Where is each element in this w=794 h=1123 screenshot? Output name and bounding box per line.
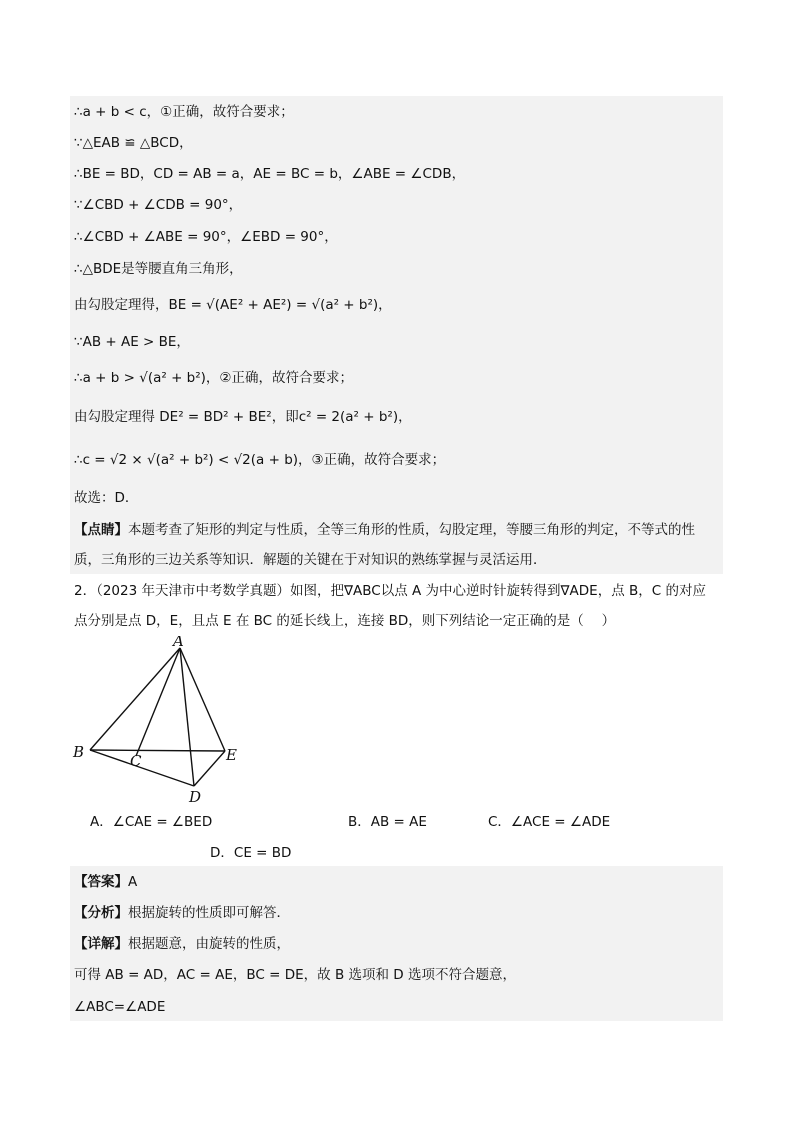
segment-ad xyxy=(180,648,194,786)
segment-ae xyxy=(180,648,225,751)
solution-line: ∵△EAB ≌ △BCD， xyxy=(74,135,193,151)
detail-line xyxy=(74,933,290,955)
solution-line: ∴c = √2 × √(a² + b²) < √2(a + b)，③正确，故符合要求； xyxy=(74,452,446,468)
detail-text: 根据题意，由旋转的性质， xyxy=(128,936,290,952)
segment-be xyxy=(90,750,225,751)
label-b: B xyxy=(73,743,85,761)
solution-line: ∴△BDE是等腰直角三角形， xyxy=(74,261,243,277)
answer-value: A xyxy=(128,874,138,890)
comment-tag: 【点睛】 xyxy=(74,522,128,538)
option-c: C．∠ACE = ∠ADE xyxy=(488,814,611,830)
solution-line: 由勾股定理得，BE = √(AE² + AE²) = √(a² + b²)， xyxy=(74,297,392,313)
answer-tag: 【答案】 xyxy=(74,874,128,890)
solution-line: 由勾股定理得 DE² = BD² + BE²，即c² = 2(a² + b²)， xyxy=(74,409,412,425)
solution-line: ∴a + b < c，①正确，故符合要求； xyxy=(74,104,294,120)
analysis-tag: 【分析】 xyxy=(74,905,128,921)
answer-line xyxy=(74,871,137,893)
solution-line: ∵AB + AE > BE， xyxy=(74,334,190,350)
option-b: B．AB = AE xyxy=(348,814,427,830)
option-a: A．∠CAE = ∠BED xyxy=(90,814,213,830)
solution-line: ∴∠CBD + ∠ABE = 90°，∠EBD = 90°， xyxy=(74,229,338,245)
solution-line: 故选：D． xyxy=(74,490,139,506)
question-line: 2．（2023 年天津市中考数学真题）如图，把∇ABC以点 A 为中心逆时针旋转得到∇ADE，点 B，C 的对应 xyxy=(74,583,706,599)
label-d: D xyxy=(189,788,202,806)
detail-tag: 【详解】 xyxy=(74,936,128,952)
detail-line: 可得 AB = AD，AC = AE，BC = DE，故 B 选项和 D 选项不符合题意， xyxy=(74,967,516,983)
option-d: D．CE = BD xyxy=(210,845,292,861)
analysis-text: 根据旋转的性质即可解答． xyxy=(128,905,290,921)
comment-line xyxy=(74,519,695,541)
solution-line: ∴a + b > √(a² + b²)，②正确，故符合要求； xyxy=(74,370,354,386)
label-a: A xyxy=(173,636,184,650)
segment-ac xyxy=(136,648,180,756)
segment-de xyxy=(194,751,225,786)
comment-line: 质，三角形的三边关系等知识．解题的关键在于对知识的熟练掌握与灵活运用． xyxy=(74,552,547,568)
label-e: E xyxy=(226,746,237,764)
segment-ab xyxy=(90,648,180,750)
comment-text: 本题考查了矩形的判定与性质，全等三角形的性质，勾股定理，等腰三角形的判定，不等式的性 xyxy=(128,522,695,538)
solution-line: ∵∠CBD + ∠CDB = 90°， xyxy=(74,197,243,213)
segment-bd xyxy=(90,750,194,786)
triangle-figure xyxy=(70,636,250,806)
detail-line: ∠ABC=∠ADE xyxy=(74,999,166,1015)
label-c: C xyxy=(130,752,142,770)
solution-line: ∴BE = BD，CD = AB = a，AE = BC = b，∠ABE = ∠CDB， xyxy=(74,166,466,182)
analysis-line xyxy=(74,902,290,924)
question-line: 点分别是点 D，E，且点 E 在 BC 的延长线上，连接 BD，则下列结论一定正确的是（ ） xyxy=(74,613,616,629)
